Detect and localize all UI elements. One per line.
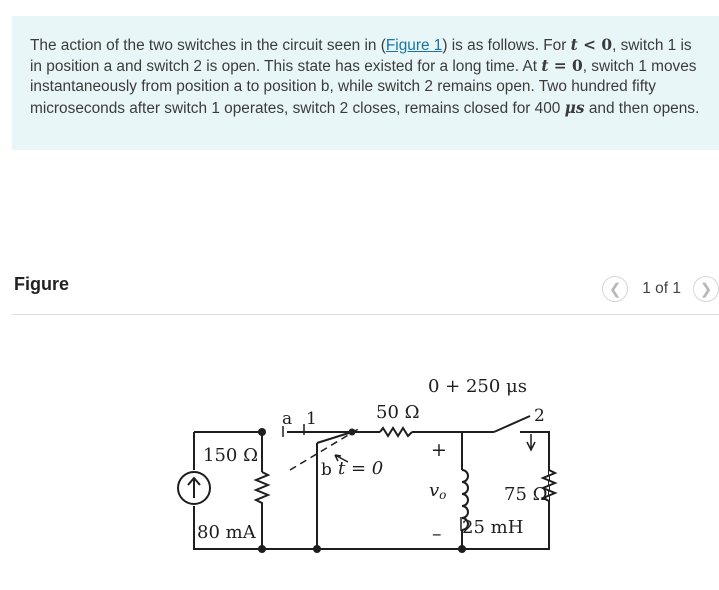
math-eq0: = 0 xyxy=(548,57,583,76)
label-vo: vo xyxy=(429,480,447,502)
label-r150: 150 Ω xyxy=(203,445,259,466)
problem-text-4: , switch 1 moves instantaneously from position a to position b, while switch 2 remains open. Two hundred fifty microseconds after switch 1 operates, switch 2 closes, remains closed for 400 xyxy=(30,58,697,117)
chevron-left-icon[interactable]: ❮ xyxy=(602,276,628,302)
label-switch-1: 1 xyxy=(306,409,317,429)
figure-count: 1 of 1 xyxy=(642,280,681,297)
label-inductor: 25 mH xyxy=(462,517,524,538)
math-lt0: < 0 xyxy=(577,36,613,54)
switch-2-blade xyxy=(494,416,530,432)
math-t-2: t xyxy=(541,57,549,76)
resistor-50 xyxy=(380,428,412,436)
math-t: t xyxy=(570,36,578,54)
math-mu-s: μs xyxy=(564,98,585,117)
label-plus: + xyxy=(431,439,447,461)
label-r50: 50 Ω xyxy=(376,402,420,423)
problem-text-1: The action of the two switches in the circuit seen in ( xyxy=(30,37,386,54)
resistor-150 xyxy=(256,472,268,510)
label-pos-a: a xyxy=(282,409,293,429)
switch-2-arrow-icon xyxy=(527,434,535,450)
label-minus: – xyxy=(432,523,442,545)
problem-text-5: and then opens. xyxy=(584,99,700,117)
label-switch-2-time: 0 + 250 μs xyxy=(428,376,527,397)
label-pos-b: b xyxy=(321,460,332,480)
label-r75: 75 Ω xyxy=(504,484,548,505)
label-source: 80 mA xyxy=(197,522,256,543)
problem-text-3: , switch 1 is in position a and switch 2 is open. This state has existed for a long time. At xyxy=(30,37,692,76)
label-switch-1-time: t = 0 xyxy=(338,458,384,479)
label-switch-2: 2 xyxy=(534,406,545,426)
figure-1-link[interactable]: Figure 1 xyxy=(385,37,443,54)
figure-title: Figure xyxy=(14,274,70,294)
problem-text-2: ) is as follows. For xyxy=(442,37,571,54)
switch-1-contact-b xyxy=(317,432,352,443)
chevron-right-icon[interactable]: ❯ xyxy=(693,276,719,302)
